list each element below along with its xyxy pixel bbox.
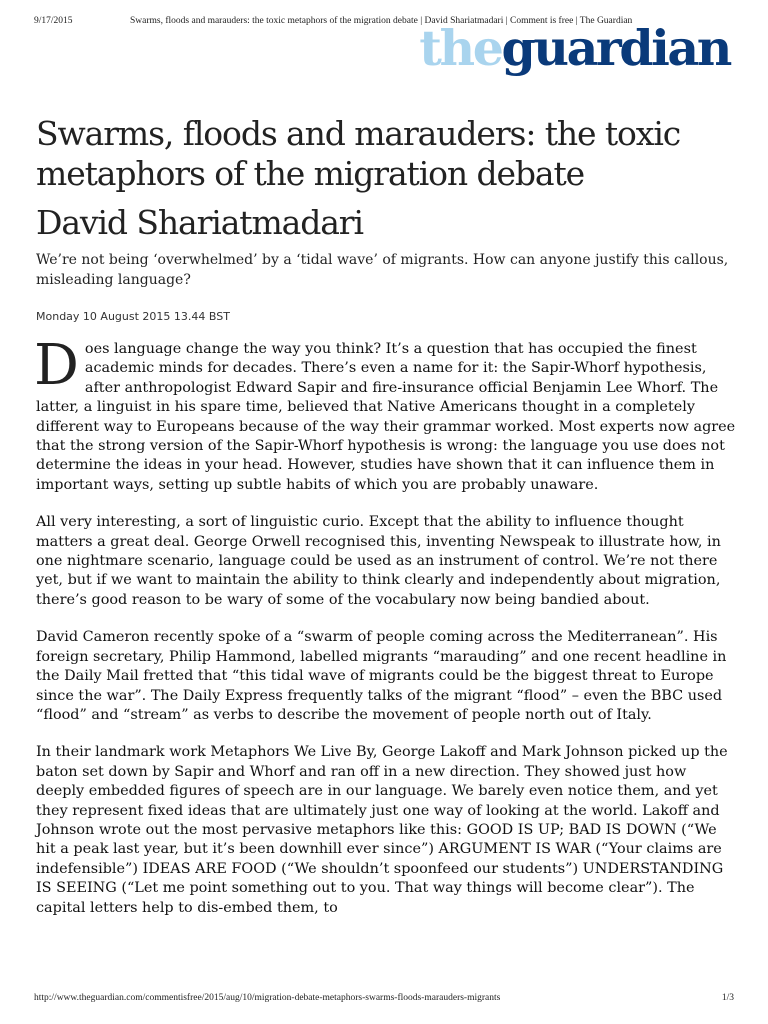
print-date: 9/17/2015 bbox=[34, 16, 73, 26]
print-document-title: Swarms, floods and marauders: the toxic metaphors of the migration debate | David Shariatmadari | Comment is free | The Guardian bbox=[130, 16, 633, 26]
article-paragraph-4: In their landmark work Metaphors We Live By, George Lakoff and Mark Johnson picked up the baton set down by Sapir and Whorf and ran off in a new direction. They showed just how deeply embedded figures of speech are in our language. We barely even notice them, and yet they represent fixed ideas that are ultimately just one way of looking at the world. Lakoff and Johnson wrote out the most pervasive metaphors like this: GOOD IS UP; BAD IS DOWN (“We hit a peak last year, but it’s been downhill ever since”) ARGUMENT IS WAR (“Your claims are indefensible”) IDEAS ARE FOOD (“We shouldn’t spoonfeed our students”) UNDERSTANDING IS SEEING (“Let me point something out to you. That way things will become clear”). The capital letters help to dis-embed them, to bbox=[36, 744, 728, 916]
article-paragraph-3: David Cameron recently spoke of a “swarm of people coming across the Mediterranean”. His foreign secretary, Philip Hammond, labelled migrants “marauding” and one recent headline in the Daily Mail fretted that “this tidal wave of migrants could be the biggest threat to Europe since the war”. The Daily Express frequently talks of the migrant “flood” – even the BBC used “flood” and “stream” as verbs to describe the movement of people north out of Italy. bbox=[36, 629, 727, 723]
article-paragraph-2: All very interesting, a sort of linguistic curio. Except that the ability to influence thought matters a great deal. George Orwell recognised this, inventing Newspeak to illustrate how, in one nightmare scenario, language could be used as an instrument of control. We’re not there yet, but if we want to maintain the ability to think clearly and independently about migration, there’s good reason to be wary of some of the vocabulary now being bandied about. bbox=[36, 514, 721, 608]
article-body bbox=[34, 333, 736, 936]
article-dateline: Monday 10 August 2015 13.44 BST bbox=[36, 310, 230, 323]
article-standfirst: We’re not being ‘overwhelmed’ by a ‘tidal wave’ of migrants. How can anyone justify this callous, misleading language? bbox=[36, 252, 729, 288]
logo-the: the bbox=[419, 19, 502, 77]
print-page-number: 1/3 bbox=[721, 993, 734, 1003]
article-headline: Swarms, floods and marauders: the toxic metaphors of the migration debate bbox=[36, 114, 681, 193]
guardian-logo bbox=[419, 19, 730, 77]
logo-guardian: guardian bbox=[501, 19, 730, 77]
article-byline: David Shariatmadari bbox=[36, 203, 363, 242]
drop-cap: D bbox=[34, 333, 79, 398]
article-paragraph-1 bbox=[34, 333, 736, 495]
print-url: http://www.theguardian.com/commentisfree/2015/aug/10/migration-debate-metaphors-swarms-floods-marauders-migrants bbox=[34, 993, 501, 1003]
paragraph-1-text: oes language change the way you think? It’s a question that has occupied the finest academic minds for decades. There’s even a name for it: the Sapir-Whorf hypothesis, after anthropologist Edward Sapir and fire-insurance official Benjamin Lee Whorf. The latter, a linguist in his spare time, believed that Native Americans thought in a completely different way to Europeans because of the way their grammar worked. Most experts now agree that the strong version of the Sapir-Whorf hypothesis is wrong: the language you use does not determine the ideas in your head. However, studies have shown that it can influence them in important ways, setting up subtle habits of which you are probably unaware. bbox=[36, 341, 736, 493]
